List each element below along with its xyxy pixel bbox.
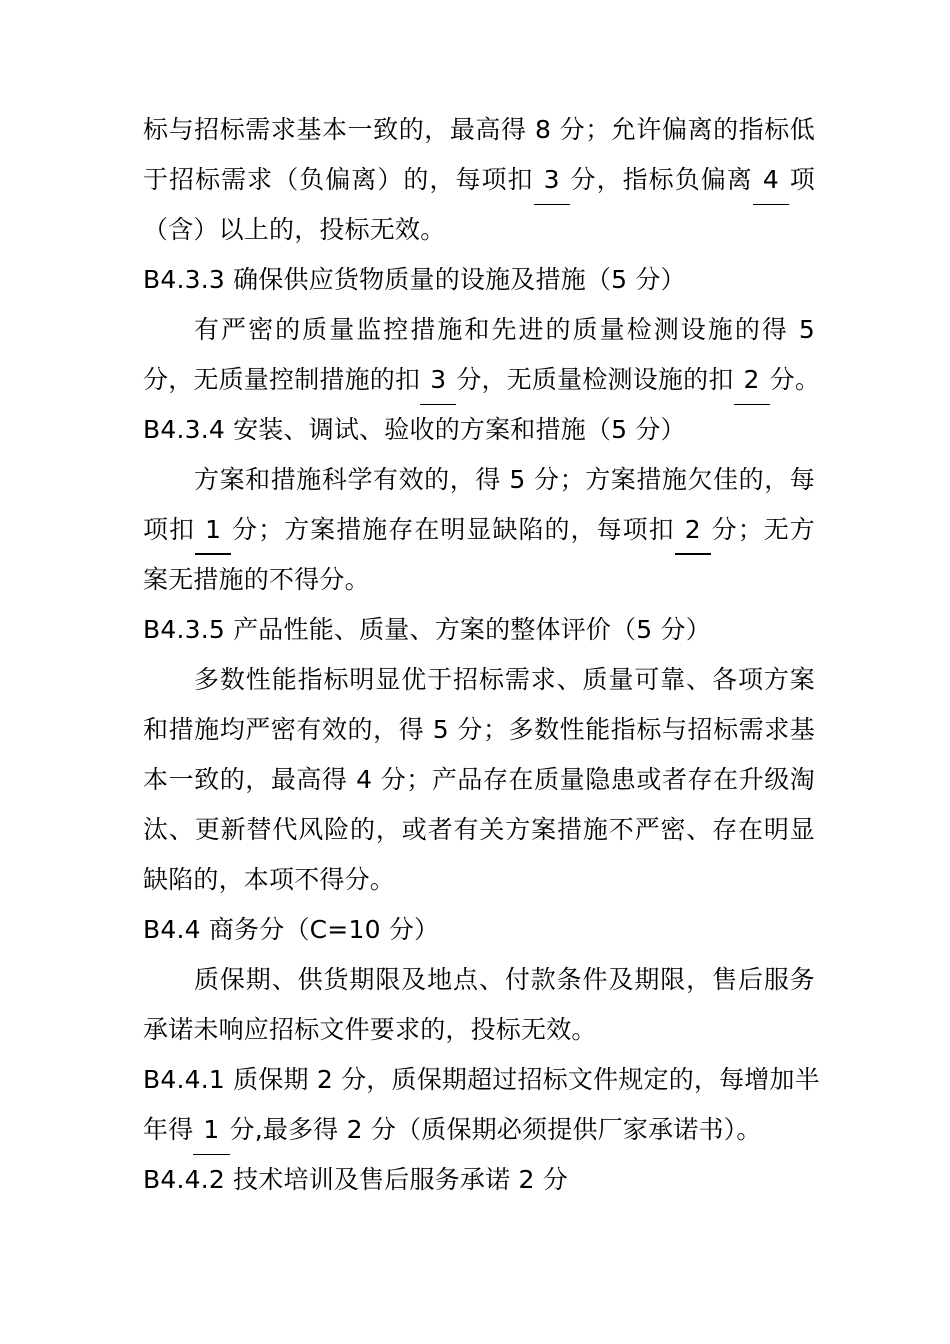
paragraph-first-line: 方案和措施科学有效的，得 5 分；方案措施欠佳的，每 (194, 465, 815, 494)
text-line: 和措施均严密有效的，得 5 分；多数性能指标与招标需求基 (143, 715, 815, 744)
text-segment: 分；无方 (710, 515, 816, 544)
text-line: 承诺未响应招标文件要求的，投标无效。 (143, 1015, 597, 1044)
section-heading: B4.3.4 安装、调试、验收的方案和措施（5 分） (143, 415, 686, 444)
underlined-value: 3 (534, 163, 570, 197)
underlined-value: 2 (675, 513, 711, 547)
section-heading: B4.3.3 确保供应货物质量的设施及措施（5 分） (143, 265, 686, 294)
text-segment: 分，无质量检测设施的扣 (456, 365, 734, 394)
text-line-with-blanks (143, 513, 815, 547)
text-line-with-blanks (143, 363, 821, 397)
paragraph-first-line: 质保期、供货期限及地点、付款条件及期限，售后服务 (194, 965, 815, 994)
text-segment: 项扣 (143, 515, 196, 544)
text-segment: 分；方案措施存在明显缺陷的，每项扣 (231, 515, 675, 544)
text-segment: 于招标需求（负偏离）的，每项扣 (143, 165, 534, 194)
paragraph-first-line: 多数性能指标明显优于招标需求、质量可靠、各项方案 (194, 665, 815, 694)
text-line-with-blanks (143, 1113, 815, 1147)
text-segment: 分，无质量控制措施的扣 (143, 365, 421, 394)
text-segment: 分,最多得 2 分（质保期必须提供厂家承诺书）。 (229, 1115, 762, 1144)
text-segment: 年得 (143, 1115, 194, 1144)
paragraph-first-line: 有严密的质量监控措施和先进的质量检测设施的得 5 (194, 315, 815, 344)
text-line: 汰、更新替代风险的，或者有关方案措施不严密、存在明显 (143, 815, 815, 844)
section-heading: B4.4.2 技术培训及售后服务承诺 2 分 (143, 1165, 568, 1194)
text-line: 案无措施的不得分。 (143, 565, 370, 594)
section-heading: B4.4.1 质保期 2 分，质保期超过招标文件规定的，每增加半 (143, 1065, 820, 1094)
text-line: （含）以上的，投标无效。 (143, 215, 446, 244)
section-heading: B4.3.5 产品性能、质量、方案的整体评价（5 分） (143, 615, 711, 644)
underlined-value: 3 (420, 363, 456, 397)
text-line: 标与招标需求基本一致的，最高得 8 分；允许偏离的指标低 (143, 115, 815, 144)
underlined-value: 2 (734, 363, 770, 397)
underlined-value: 1 (193, 1113, 229, 1147)
text-line-with-blanks (143, 163, 815, 197)
underlined-value: 4 (753, 163, 789, 197)
text-segment: 项 (788, 165, 815, 194)
text-line: 缺陷的，本项不得分。 (143, 865, 396, 894)
underlined-value: 1 (195, 513, 231, 547)
text-segment: 分。 (769, 365, 821, 394)
section-heading: B4.4 商务分（C=10 分） (143, 915, 440, 944)
text-line: 本一致的，最高得 4 分；产品存在质量隐患或者存在升级淘 (143, 765, 815, 794)
text-segment: 分，指标负偏离 (569, 165, 753, 194)
